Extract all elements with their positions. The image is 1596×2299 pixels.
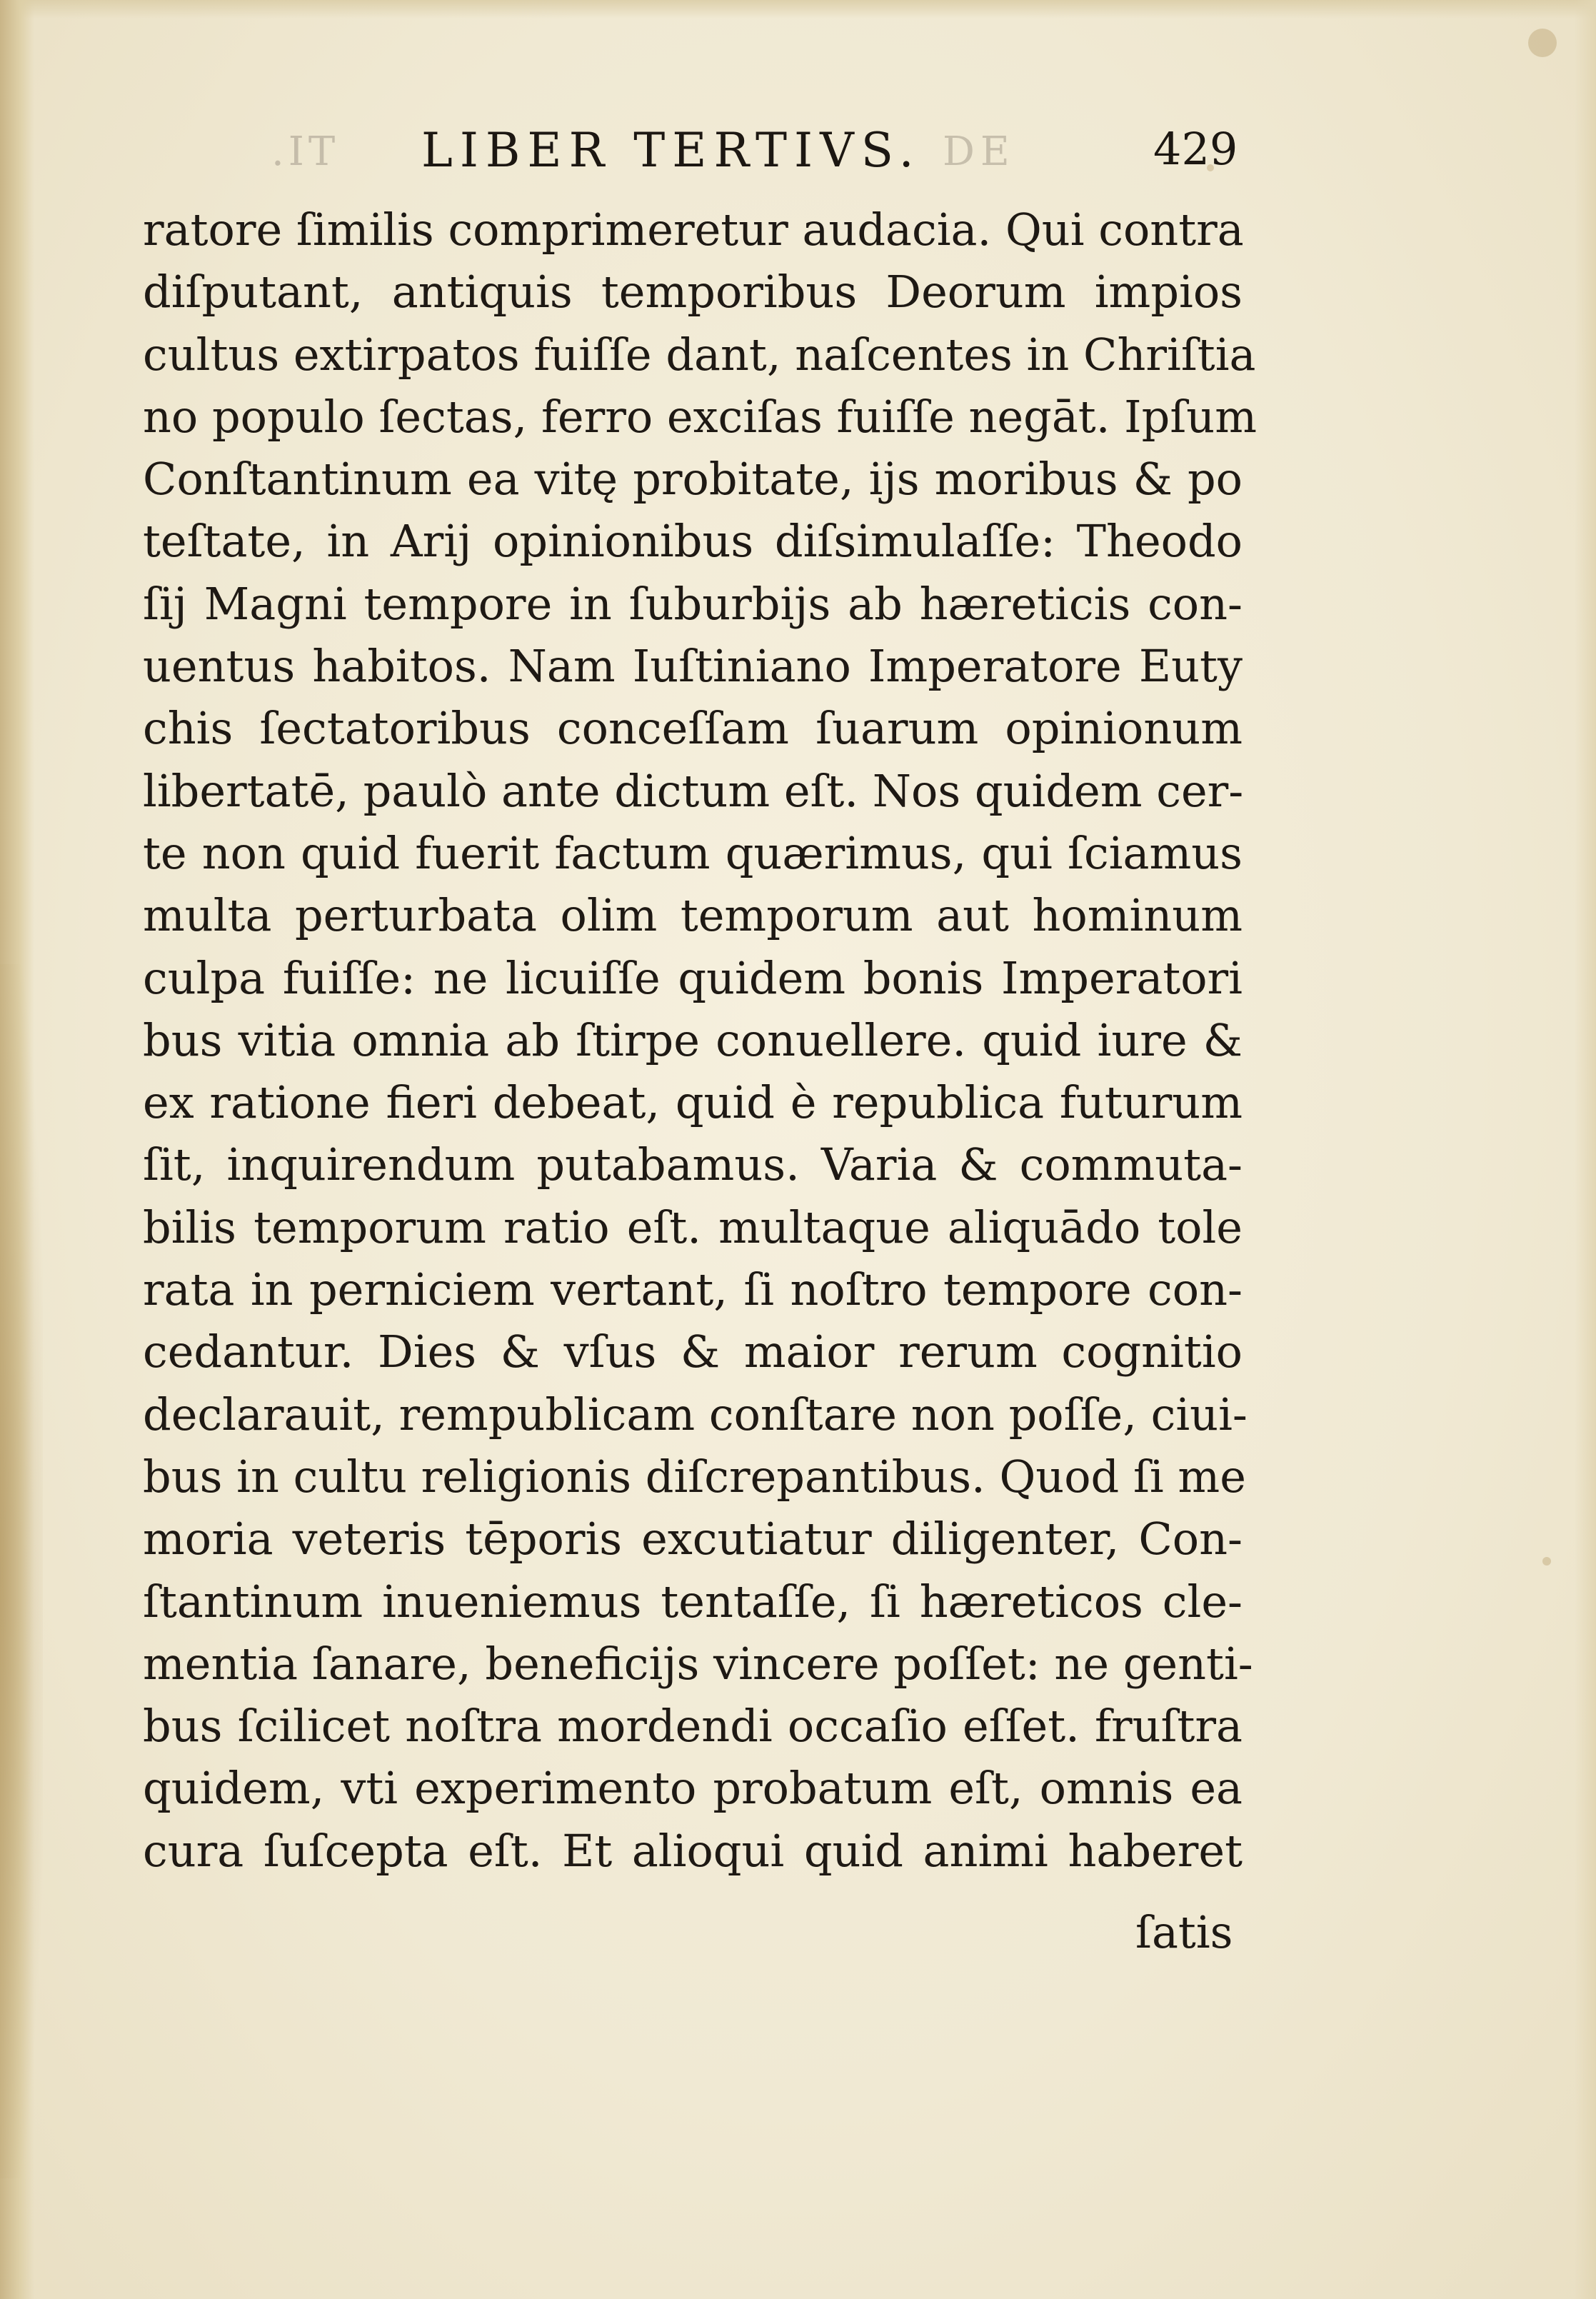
text-line: moria veteris tēporis excutiatur diligenter, Con- — [143, 1513, 1243, 1566]
running-head-title: LIBER TERTIVS. — [421, 123, 921, 178]
text-line: cura ſuſcepta eſt. Et alioqui quid animi haberet — [143, 1824, 1243, 1877]
text-line: bus in cultu religionis diſcrepantibus. Quod ſi me — [143, 1450, 1246, 1503]
text-line: mentia ſanare, beneficijs vincere poſſet: ne genti- — [143, 1637, 1253, 1690]
text-line: ſit, inquirendum putabamus. Varia & commuta- — [143, 1138, 1243, 1191]
text-line: ſtantinum inueniemus tentaſſe, ſi hæreticos cle- — [143, 1575, 1243, 1628]
running-head — [271, 123, 1238, 180]
text-line: bus vitia omnia ab ſtirpe conuellere. quid iure & — [143, 1013, 1243, 1066]
body-text — [143, 199, 1257, 1882]
catchword: ſatis — [1135, 1906, 1233, 1958]
text-line: diſputant, antiquis temporibus Deorum impios — [143, 266, 1243, 319]
text-line: bus ſcilicet noſtra mordendi occaſio eſſet. fruſtra — [143, 1700, 1243, 1753]
text-line: Conſtantinum ea vitę probitate, ijs moribus & po — [143, 453, 1243, 506]
show-through-text-right: DE — [943, 129, 1015, 175]
text-line: ſij Magni tempore in ſuburbijs ab hæreticis con- — [143, 577, 1243, 630]
text-line: culpa fuiſſe: ne licuiſſe quidem bonis Imperatori — [143, 951, 1243, 1004]
text-line: teſtate, in Arij opinionibus diſsimulaſſe: Theodo — [143, 515, 1243, 568]
age-stain — [0, 964, 43, 2178]
page-right-edge — [1575, 0, 1596, 2299]
text-line: cedantur. Dies & vſus & maior rerum cognitio — [143, 1326, 1243, 1378]
page-number: 429 — [1153, 123, 1238, 175]
text-line: ratore ſimilis comprimeretur audacia. Qui contra — [143, 204, 1244, 256]
text-line: no populo ſectas, ferro exciſas fuiſſe negāt. Ipſum — [143, 390, 1257, 443]
text-line: cultus extirpatos fuiſſe dant, naſcentes in Chriſtia — [143, 328, 1256, 381]
text-line: rata in perniciem vertant, ſi noſtro tempore con- — [143, 1263, 1243, 1316]
page-top-edge — [0, 0, 1596, 19]
text-line: bilis temporum ratio eſt. multaque aliquādo tole — [143, 1201, 1243, 1253]
foxing-spot — [1542, 1557, 1551, 1566]
text-line: multa perturbata olim temporum aut hominum — [143, 889, 1243, 942]
text-line: ex ratione fieri debeat, quid è republica futurum — [143, 1076, 1243, 1129]
text-line: libertatē, paulò ante dictum eſt. Nos quidem cer- — [143, 764, 1244, 817]
text-line: declarauit, rempublicam conſtare non poſſe, ciui- — [143, 1388, 1248, 1441]
foxing-spot — [1528, 29, 1557, 57]
text-line: te non quid fuerit factum quærimus, qui ſciamus — [143, 826, 1243, 879]
text-line: uentus habitos. Nam Iuſtiniano Imperatore Euty — [143, 640, 1243, 693]
show-through-text-left: .IT — [271, 129, 340, 175]
text-line: chis ſectatoribus conceſſam ſuarum opinionum — [143, 702, 1243, 755]
text-line: quidem, vti experimento probatum eſt, omnis ea — [143, 1762, 1243, 1815]
